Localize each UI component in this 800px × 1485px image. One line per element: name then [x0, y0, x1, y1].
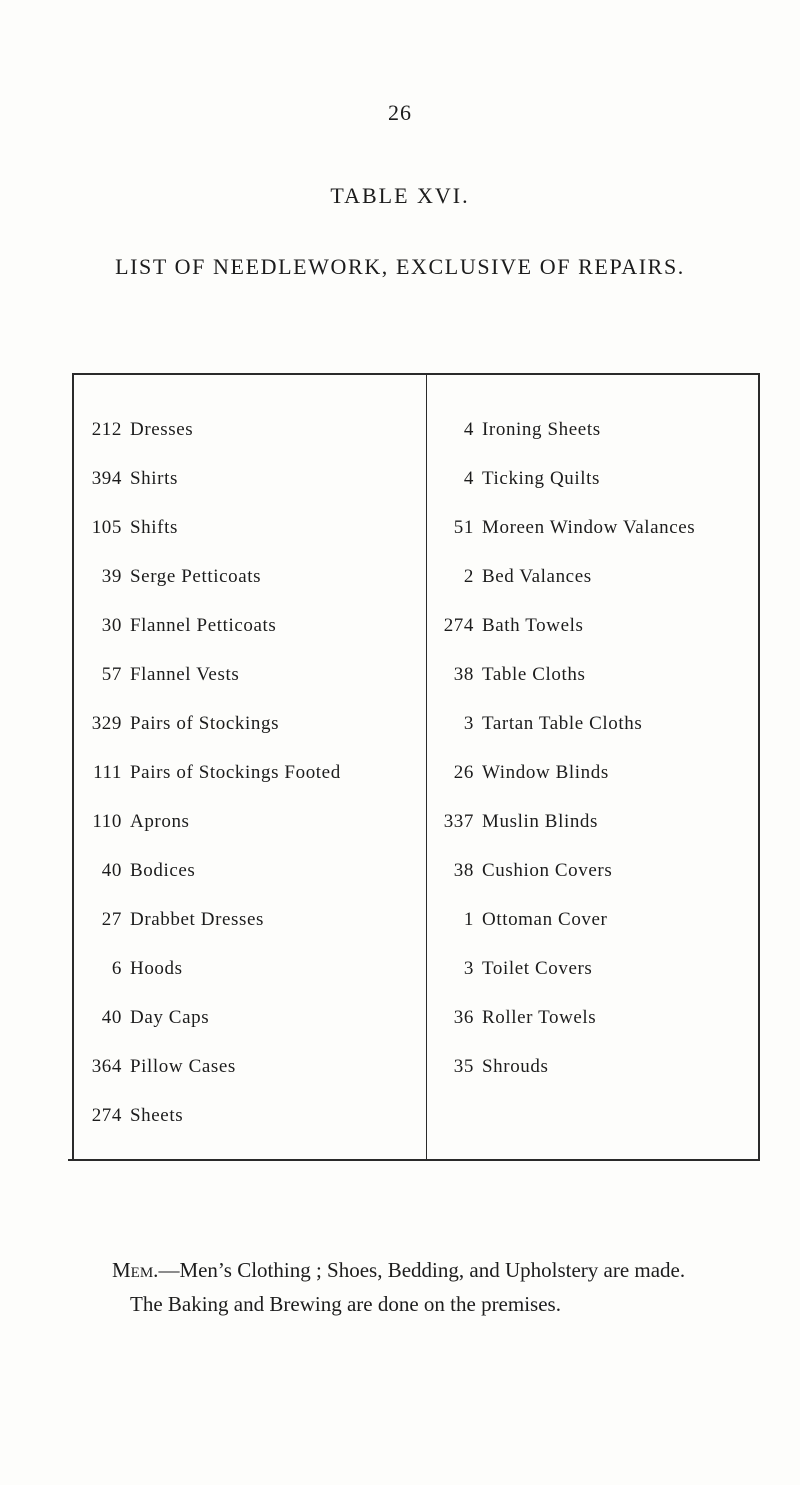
list-item [436, 993, 758, 1042]
item-name: Shifts [130, 517, 178, 538]
list-item [436, 944, 758, 993]
memo-label: Mem. [112, 1258, 159, 1282]
item-name: Ironing Sheets [482, 419, 601, 440]
item-quantity: 110 [92, 811, 122, 832]
item-quantity: 40 [101, 1007, 122, 1028]
item-name: Cushion Covers [482, 860, 613, 881]
memo-line-1 [112, 1253, 792, 1287]
item-quantity: 394 [91, 468, 122, 489]
item-name: Bed Valances [482, 566, 592, 587]
list-item [84, 993, 420, 1042]
item-name: Day Caps [130, 1007, 210, 1028]
list-item [436, 503, 758, 552]
item-name: Pairs of Stockings [130, 713, 280, 734]
list-item [436, 748, 758, 797]
item-quantity: 364 [91, 1056, 122, 1077]
right-column-list [436, 405, 758, 1091]
table-center-rule [426, 373, 427, 1161]
item-quantity: 3 [463, 958, 474, 979]
list-item [84, 797, 420, 846]
item-quantity: 274 [443, 615, 474, 636]
item-quantity: 40 [101, 860, 122, 881]
table-title: TABLE XVI. [330, 183, 470, 208]
item-name: Hoods [130, 958, 183, 979]
item-quantity: 1 [463, 909, 474, 930]
list-item [84, 650, 420, 699]
table-subtitle: LIST OF NEEDLEWORK, EXCLUSIVE OF REPAIRS. [115, 254, 685, 279]
item-name: Window Blinds [482, 762, 609, 783]
item-quantity: 57 [101, 664, 122, 685]
item-name: Muslin Blinds [482, 811, 599, 832]
item-name: Flannel Vests [130, 664, 240, 685]
item-quantity: 4 [463, 419, 474, 440]
item-name: Tartan Table Cloths [482, 713, 643, 734]
list-item [436, 650, 758, 699]
item-quantity: 27 [101, 909, 122, 930]
item-name: Serge Petticoats [130, 566, 262, 587]
list-item [84, 895, 420, 944]
item-name: Roller Towels [482, 1007, 597, 1028]
list-item [84, 846, 420, 895]
item-quantity: 329 [91, 713, 122, 734]
list-item [84, 552, 420, 601]
item-name: Pillow Cases [130, 1056, 236, 1077]
item-quantity: 4 [463, 468, 474, 489]
item-quantity: 274 [91, 1105, 122, 1126]
item-quantity: 212 [91, 419, 122, 440]
page-number: 26 [388, 100, 412, 125]
item-quantity: 36 [453, 1007, 474, 1028]
needlework-table [72, 373, 760, 1161]
item-quantity: 30 [101, 615, 122, 636]
item-quantity: 2 [463, 566, 474, 587]
item-name: Bodices [130, 860, 196, 881]
item-quantity: 51 [453, 517, 474, 538]
item-name: Drabbet Dresses [130, 909, 265, 930]
item-quantity: 105 [91, 517, 122, 538]
item-quantity: 111 [93, 762, 122, 783]
item-quantity: 26 [453, 762, 474, 783]
item-name: Pairs of Stockings Footed [130, 762, 341, 783]
memo-note [112, 1253, 792, 1321]
list-item [436, 699, 758, 748]
list-item [84, 1091, 420, 1140]
item-name: Table Cloths [482, 664, 586, 685]
list-item [84, 405, 420, 454]
left-column-list [84, 405, 420, 1140]
list-item [436, 1042, 758, 1091]
table-top-rule [72, 373, 760, 375]
list-item [84, 454, 420, 503]
list-item [84, 1042, 420, 1091]
item-name: Aprons [130, 811, 190, 832]
item-name: Moreen Window Valances [482, 517, 696, 538]
item-name: Bath Towels [482, 615, 584, 636]
list-item [84, 503, 420, 552]
list-item [436, 552, 758, 601]
item-name: Shirts [130, 468, 178, 489]
item-quantity: 35 [453, 1056, 474, 1077]
list-item [84, 944, 420, 993]
item-quantity: 38 [453, 664, 474, 685]
item-quantity: 3 [463, 713, 474, 734]
item-name: Ottoman Cover [482, 909, 608, 930]
item-quantity: 6 [111, 958, 122, 979]
item-quantity: 39 [101, 566, 122, 587]
list-item [436, 846, 758, 895]
list-item [436, 405, 758, 454]
memo-line-2: The Baking and Brewing are done on the premises. [130, 1292, 561, 1316]
item-name: Toilet Covers [482, 958, 593, 979]
item-name: Sheets [130, 1105, 184, 1126]
memo-text-1: —Men’s Clothing ; Shoes, Bedding, and Upholstery are made. [158, 1258, 686, 1282]
list-item [436, 895, 758, 944]
table-left-rule [72, 373, 74, 1161]
list-item [84, 601, 420, 650]
table-bottom-rule [68, 1159, 760, 1161]
list-item [84, 748, 420, 797]
list-item [436, 454, 758, 503]
list-item [436, 601, 758, 650]
item-name: Ticking Quilts [482, 468, 601, 489]
item-name: Dresses [130, 419, 194, 440]
item-name: Shrouds [482, 1056, 549, 1077]
item-name: Flannel Petticoats [130, 615, 277, 636]
list-item [84, 699, 420, 748]
item-quantity: 337 [443, 811, 474, 832]
table-right-rule [758, 373, 760, 1161]
list-item [436, 797, 758, 846]
item-quantity: 38 [453, 860, 474, 881]
